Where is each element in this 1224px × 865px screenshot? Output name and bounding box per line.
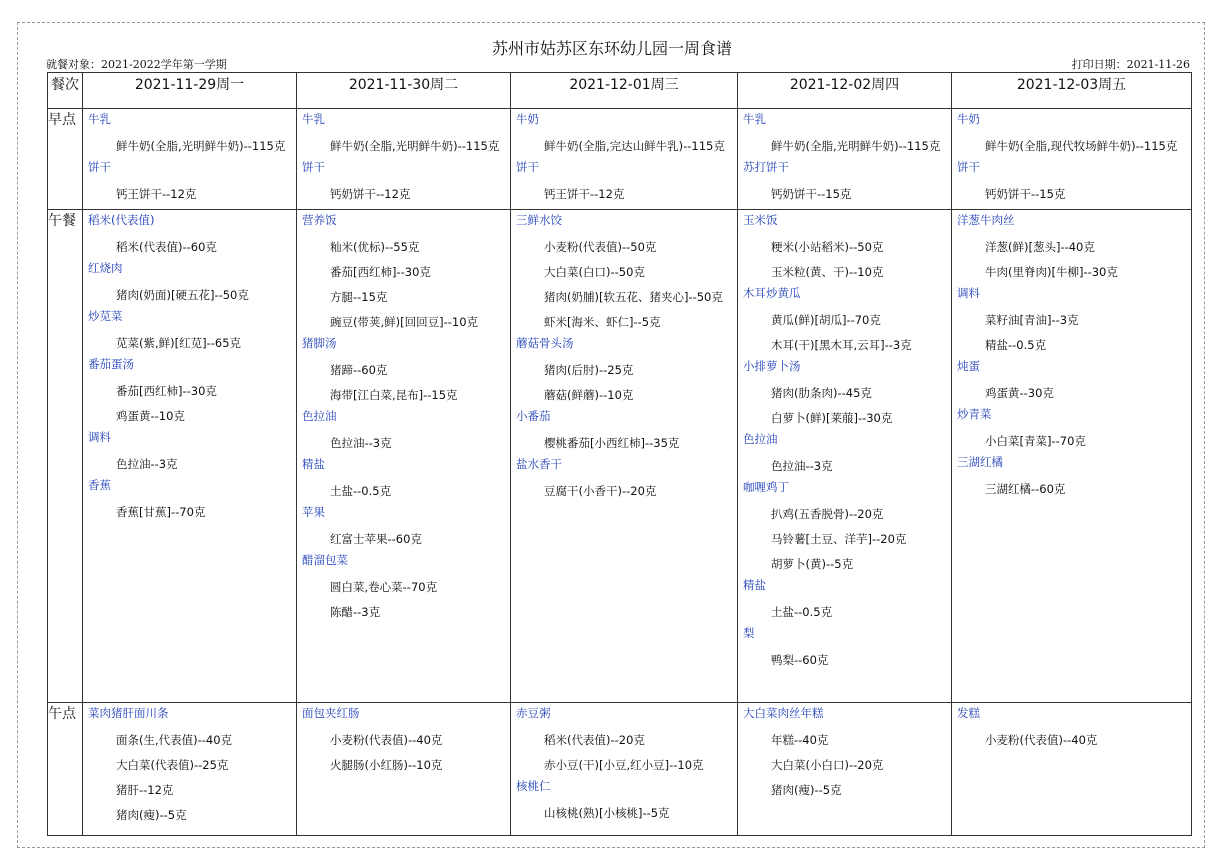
menu-cell xyxy=(511,210,738,703)
ingredient: 小白菜[青菜]--70克 xyxy=(985,434,1086,448)
dish-name: 调料 xyxy=(88,430,111,444)
ingredient: 菜籽油[青油]--3克 xyxy=(985,313,1079,327)
dish-name: 三鲜水饺 xyxy=(516,213,562,227)
ingredient: 鲜牛奶(全脂,完达山鲜牛乳)--115克 xyxy=(544,139,725,153)
day-header: 2021-12-01周三 xyxy=(511,73,738,109)
meal-row xyxy=(48,703,1192,836)
ingredient: 钙王饼干--12克 xyxy=(544,187,625,201)
ingredient: 红富士苹果--60克 xyxy=(330,532,422,546)
dish-name: 咖喱鸡丁 xyxy=(743,480,789,494)
ingredient: 豌豆(带荚,鲜)[回回豆]--10克 xyxy=(330,315,479,329)
ingredient: 粳米(小站稻米)--50克 xyxy=(771,240,884,254)
ingredient: 猪肉(奶脯)[软五花、猪夹心]--50克 xyxy=(544,290,723,304)
day-header: 2021-12-03周五 xyxy=(952,73,1192,109)
ingredient: 鸡蛋黄--10克 xyxy=(116,409,185,423)
ingredient: 洋葱(鲜)[葱头]--40克 xyxy=(985,240,1095,254)
ingredient: 大白菜(代表值)--25克 xyxy=(116,758,229,772)
menu-cell xyxy=(511,703,738,836)
menu-cell xyxy=(83,210,297,703)
dish-name: 玉米饭 xyxy=(743,213,778,227)
ingredient: 黄瓜(鲜)[胡瓜]--70克 xyxy=(771,313,881,327)
dish-name: 炒苋菜 xyxy=(88,309,123,323)
dish-name: 三湖红橘 xyxy=(957,455,1003,469)
ingredient: 香蕉[甘蕉]--70克 xyxy=(116,505,206,519)
dish-name: 核桃仁 xyxy=(516,779,551,793)
ingredient: 猪肝--12克 xyxy=(116,783,174,797)
dish-name: 牛乳 xyxy=(302,112,325,126)
dish-name: 洋葱牛肉丝 xyxy=(957,213,1015,227)
ingredient: 面条(生,代表值)--40克 xyxy=(116,733,233,747)
dish-name: 小排萝卜汤 xyxy=(743,359,801,373)
dish-name: 面包夹红肠 xyxy=(302,706,360,720)
dish-name: 饼干 xyxy=(516,160,539,174)
dish-name: 调料 xyxy=(957,286,980,300)
ingredient: 猪肉(瘦)--5克 xyxy=(771,783,842,797)
dish-name: 木耳炒黄瓜 xyxy=(743,286,801,300)
meal-row xyxy=(48,210,1192,703)
ingredient: 土盐--0.5克 xyxy=(330,484,392,498)
ingredient: 玉米粒(黄、干)--10克 xyxy=(771,265,884,279)
ingredient: 猪肉(肋条肉)--45克 xyxy=(771,386,872,400)
dish-name: 苏打饼干 xyxy=(743,160,789,174)
ingredient: 番茄[西红柿]--30克 xyxy=(116,384,217,398)
ingredient: 鲜牛奶(全脂,光明鲜牛奶)--115克 xyxy=(771,139,941,153)
dish-name: 梨 xyxy=(743,626,755,640)
dish-name: 牛奶 xyxy=(957,112,980,126)
ingredient: 胡萝卜(黄)--5克 xyxy=(771,557,854,571)
menu-cell xyxy=(297,210,511,703)
ingredient: 稻米(代表值)--60克 xyxy=(116,240,217,254)
menu-cell xyxy=(952,210,1192,703)
ingredient: 番茄[西红柿]--30克 xyxy=(330,265,431,279)
day-header: 2021-12-02周四 xyxy=(738,73,952,109)
ingredient: 陈醋--3克 xyxy=(330,605,381,619)
ingredient: 豆腐干(小香干)--20克 xyxy=(544,484,657,498)
ingredient: 樱桃番茄[小西红柿]--35克 xyxy=(544,436,680,450)
dining-target: 就餐对象：2021-2022学年第一学期 xyxy=(46,58,227,71)
menu-cell xyxy=(511,109,738,210)
meal-row xyxy=(48,109,1192,210)
ingredient: 籼米(优标)--55克 xyxy=(330,240,420,254)
print-date: 打印日期：2021-11-26 xyxy=(1071,58,1190,71)
dish-name: 色拉油 xyxy=(743,432,778,446)
weekly-menu-table xyxy=(47,72,1192,836)
meal-label: 早点 xyxy=(48,109,83,210)
page-title: 苏州市姑苏区东环幼儿园一周食谱 xyxy=(491,39,732,58)
ingredient: 虾米[海米、虾仁]--5克 xyxy=(544,315,661,329)
dish-name: 炒青菜 xyxy=(957,407,992,421)
ingredient: 赤小豆(干)[小豆,红小豆]--10克 xyxy=(544,758,704,772)
ingredient: 海带[江白菜,昆布]--15克 xyxy=(330,388,458,402)
ingredient: 精盐--0.5克 xyxy=(985,338,1047,352)
ingredient: 三湖红橘--60克 xyxy=(985,482,1066,496)
dish-name: 精盐 xyxy=(743,578,766,592)
dish-name: 色拉油 xyxy=(302,409,337,423)
dish-name: 苹果 xyxy=(302,505,325,519)
ingredient: 大白菜(白口)--50克 xyxy=(544,265,645,279)
ingredient: 色拉油--3克 xyxy=(771,459,833,473)
dish-name: 营养饭 xyxy=(302,213,337,227)
ingredient: 猪肉(后肘)--25克 xyxy=(544,363,634,377)
menu-cell xyxy=(738,210,952,703)
dish-name: 炖蛋 xyxy=(957,359,980,373)
dish-name: 饼干 xyxy=(957,160,980,174)
ingredient: 木耳(干)[黑木耳,云耳]--3克 xyxy=(771,338,912,352)
dish-name: 盐水香干 xyxy=(516,457,562,471)
day-header: 2021-11-29周一 xyxy=(83,73,297,109)
ingredient: 扒鸡(五香脱骨)--20克 xyxy=(771,507,884,521)
menu-cell xyxy=(83,703,297,836)
menu-cell xyxy=(738,703,952,836)
ingredient: 钙奶饼干--15克 xyxy=(985,187,1066,201)
menu-cell xyxy=(297,703,511,836)
dish-name: 小番茄 xyxy=(516,409,551,423)
menu-cell xyxy=(738,109,952,210)
ingredient: 鲜牛奶(全脂,光明鲜牛奶)--115克 xyxy=(116,139,286,153)
day-header: 2021-11-30周二 xyxy=(297,73,511,109)
ingredient: 鲜牛奶(全脂,光明鲜牛奶)--115克 xyxy=(330,139,500,153)
menu-cell xyxy=(297,109,511,210)
ingredient: 鸭梨--60克 xyxy=(771,653,829,667)
ingredient: 牛肉(里脊肉)[牛柳]--30克 xyxy=(985,265,1118,279)
ingredient: 猪蹄--60克 xyxy=(330,363,388,377)
menu-cell xyxy=(83,109,297,210)
ingredient: 鸡蛋黄--30克 xyxy=(985,386,1054,400)
menu-cell xyxy=(952,703,1192,836)
ingredient: 土盐--0.5克 xyxy=(771,605,833,619)
dish-name: 大白菜肉丝年糕 xyxy=(743,706,824,720)
menu-cell xyxy=(952,109,1192,210)
dish-name: 香蕉 xyxy=(88,478,111,492)
ingredient: 山核桃(熟)[小核桃]--5克 xyxy=(544,806,670,820)
ingredient: 小麦粉(代表值)--40克 xyxy=(330,733,443,747)
dish-name: 醋溜包菜 xyxy=(302,553,348,567)
ingredient: 白萝卜(鲜)[莱菔]--30克 xyxy=(771,411,893,425)
ingredient: 苋菜(紫,鲜)[红苋]--65克 xyxy=(116,336,242,350)
dish-name: 精盐 xyxy=(302,457,325,471)
ingredient: 火腿肠(小红肠)--10克 xyxy=(330,758,443,772)
dish-name: 饼干 xyxy=(302,160,325,174)
ingredient: 年糕--40克 xyxy=(771,733,829,747)
header-row xyxy=(48,73,1192,109)
ingredient: 方腿--15克 xyxy=(330,290,388,304)
dish-name: 发糕 xyxy=(957,706,980,720)
ingredient: 马铃薯[土豆、洋芋]--20克 xyxy=(771,532,907,546)
ingredient: 猪肉(奶面)[硬五花]--50克 xyxy=(116,288,249,302)
dish-name: 赤豆粥 xyxy=(516,706,551,720)
ingredient: 猪肉(瘦)--5克 xyxy=(116,808,187,822)
ingredient: 稻米(代表值)--20克 xyxy=(544,733,645,747)
meal-label: 午点 xyxy=(48,703,83,836)
dish-name: 番茄蛋汤 xyxy=(88,357,134,371)
dish-name: 猪脚汤 xyxy=(302,336,337,350)
ingredient: 小麦粉(代表值)--50克 xyxy=(544,240,657,254)
dish-name: 稻米(代表值) xyxy=(88,213,155,227)
dish-name: 牛乳 xyxy=(743,112,766,126)
ingredient: 色拉油--3克 xyxy=(116,457,178,471)
dish-name: 饼干 xyxy=(88,160,111,174)
ingredient: 蘑菇(鲜蘑)--10克 xyxy=(544,388,634,402)
dish-name: 蘑菇骨头汤 xyxy=(516,336,574,350)
meal-label: 午餐 xyxy=(48,210,83,703)
ingredient: 大白菜(小白口)--20克 xyxy=(771,758,884,772)
dish-name: 菜肉猪肝面川条 xyxy=(88,706,169,720)
dish-name: 红烧肉 xyxy=(88,261,123,275)
ingredient: 钙王饼干--12克 xyxy=(116,187,197,201)
ingredient: 色拉油--3克 xyxy=(330,436,392,450)
ingredient: 钙奶饼干--12克 xyxy=(330,187,411,201)
ingredient: 圆白菜,卷心菜--70克 xyxy=(330,580,438,594)
ingredient: 钙奶饼干--15克 xyxy=(771,187,852,201)
dish-name: 牛乳 xyxy=(88,112,111,126)
dish-name: 牛奶 xyxy=(516,112,539,126)
ingredient: 鲜牛奶(全脂,现代牧场鲜牛奶)--115克 xyxy=(985,139,1178,153)
ingredient: 小麦粉(代表值)--40克 xyxy=(985,733,1098,747)
meal-header: 餐次 xyxy=(48,73,83,109)
